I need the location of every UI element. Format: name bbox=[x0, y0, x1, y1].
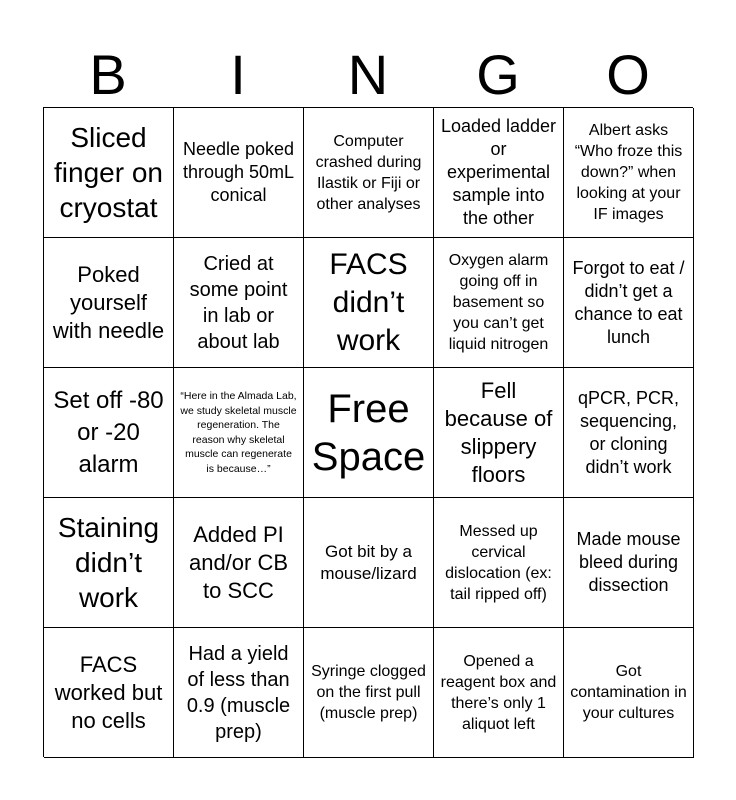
bingo-cell-4-5[interactable] bbox=[564, 498, 694, 628]
cell-text: Oxygen alarm going off in basement so you can’t get liquid nitrogen bbox=[448, 252, 549, 353]
cell-text: Added PI and/or CB to SCC bbox=[188, 521, 289, 603]
bingo-cell-4-1[interactable] bbox=[44, 498, 174, 628]
cell-text: Fell because of slippery floors bbox=[444, 377, 553, 487]
cell-text: Albert asks “Who froze this down?” when looking at your IF images bbox=[574, 122, 683, 223]
cell-text: Made mouse bleed during dissection bbox=[576, 529, 681, 595]
cell-text: “Here in the Almada Lab, we study skeletal muscle regeneration. The reason why skeletal muscle can regenerate is because…” bbox=[180, 390, 297, 475]
bingo-cell-3-1[interactable] bbox=[44, 368, 174, 498]
cell-text: Set off -80 or -20 alarm bbox=[53, 386, 164, 478]
cell-text: Forgot to eat / didn’t get a chance to eat lunch bbox=[572, 257, 685, 347]
bingo-cell-1-2[interactable] bbox=[174, 108, 304, 238]
bingo-board bbox=[43, 107, 693, 757]
bingo-cell-2-2[interactable] bbox=[174, 238, 304, 368]
cell-text: qPCR, PCR, sequencing, or cloning didn’t work bbox=[577, 387, 680, 477]
bingo-cell-1-1[interactable] bbox=[44, 108, 174, 238]
bingo-cell-4-4[interactable] bbox=[434, 498, 564, 628]
cell-text: Sliced finger on cryostat bbox=[54, 122, 163, 223]
bingo-cell-2-3[interactable] bbox=[304, 238, 434, 368]
cell-text: Staining didn’t work bbox=[57, 512, 160, 613]
bingo-cell-1-3[interactable] bbox=[304, 108, 434, 238]
bingo-cell-5-2[interactable] bbox=[174, 628, 304, 758]
header-letter-n: N bbox=[347, 43, 389, 106]
header-letter-b: B bbox=[89, 43, 127, 106]
bingo-cell-4-3[interactable] bbox=[304, 498, 434, 628]
cell-text: Loaded ladder or experimental sample into the other bbox=[440, 116, 557, 228]
free-space-cell[interactable] bbox=[304, 368, 434, 498]
header-letter-o: O bbox=[606, 43, 650, 106]
cell-text: Messed up cervical dislocation (ex: tail ripped off) bbox=[445, 522, 552, 603]
bingo-cell-4-2[interactable] bbox=[174, 498, 304, 628]
header-letter-i: I bbox=[230, 43, 246, 106]
cell-text: Opened a reagent box and there’s only 1 aliquot left bbox=[440, 652, 557, 733]
bingo-cell-2-1[interactable] bbox=[44, 238, 174, 368]
bingo-header bbox=[43, 44, 693, 106]
bingo-cell-5-4[interactable] bbox=[434, 628, 564, 758]
header-letter-g: G bbox=[476, 43, 520, 106]
bingo-cell-3-4[interactable] bbox=[434, 368, 564, 498]
bingo-cell-2-4[interactable] bbox=[434, 238, 564, 368]
cell-text: Got bit by a mouse/lizard bbox=[320, 541, 417, 583]
bingo-cell-5-5[interactable] bbox=[564, 628, 694, 758]
cell-text: FACS didn’t work bbox=[329, 247, 408, 357]
cell-text: Syringe clogged on the first pull (muscle prep) bbox=[311, 663, 426, 722]
bingo-cell-2-5[interactable] bbox=[564, 238, 694, 368]
bingo-cell-1-5[interactable] bbox=[564, 108, 694, 238]
cell-text: Poked yourself with needle bbox=[52, 261, 165, 343]
cell-text: Cried at some point in lab or about lab bbox=[189, 252, 288, 353]
bingo-cell-5-3[interactable] bbox=[304, 628, 434, 758]
bingo-cell-1-4[interactable] bbox=[434, 108, 564, 238]
cell-text: Computer crashed during Ilastik or Fiji or other analyses bbox=[315, 132, 422, 213]
bingo-cell-5-1[interactable] bbox=[44, 628, 174, 758]
bingo-cell-3-2[interactable] bbox=[174, 368, 304, 498]
cell-text: Got contamination in your cultures bbox=[570, 663, 687, 722]
cell-text: Needle poked through 50mL conical bbox=[182, 139, 295, 205]
cell-text: Free Space bbox=[311, 386, 426, 479]
cell-text: FACS worked but no cells bbox=[54, 651, 163, 733]
cell-text: Had a yield of less than 0.9 (muscle prep) bbox=[186, 642, 291, 743]
bingo-cell-3-5[interactable] bbox=[564, 368, 694, 498]
